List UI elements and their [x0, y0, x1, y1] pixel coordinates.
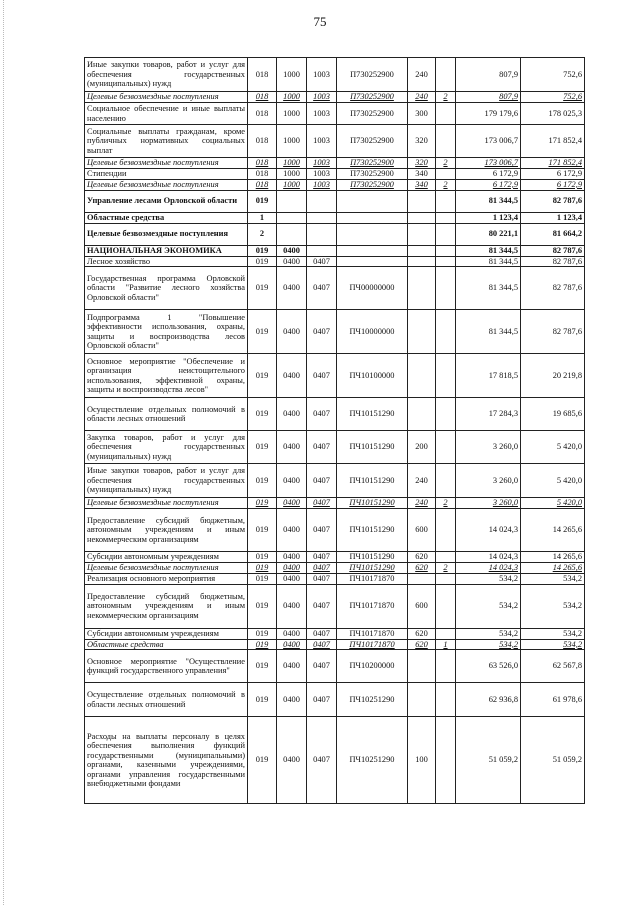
cell-name: Управление лесами Орловской области: [85, 190, 248, 212]
cell-expense-type: 340: [408, 179, 436, 190]
cell-grbs: 019: [248, 498, 277, 509]
cell-expense-type: [408, 245, 436, 256]
cell-grbs: 019: [248, 573, 277, 584]
cell-grbs: 018: [248, 103, 277, 125]
cell-amount-year2: 752,6: [521, 92, 585, 103]
cell-expense-type: 200: [408, 431, 436, 464]
cell-amount-year2: 14 265,6: [521, 552, 585, 563]
cell-funding-source: [436, 398, 456, 431]
cell-section: [277, 223, 307, 245]
cell-target-article: ПЧ10151290: [337, 509, 408, 552]
page-number: 75: [313, 14, 327, 29]
table-row: [85, 552, 585, 563]
cell-expense-type: 620: [408, 563, 436, 574]
cell-amount-year2: 534,2: [521, 628, 585, 639]
cell-target-article: П730252900: [337, 179, 408, 190]
page-edge: [3, 0, 5, 905]
cell-grbs: 019: [248, 431, 277, 464]
cell-amount-year2: 82 787,6: [521, 267, 585, 310]
cell-target-article: ПЧ10171870: [337, 628, 408, 639]
cell-amount-year2: 20 219,8: [521, 354, 585, 398]
cell-section: [277, 190, 307, 212]
cell-section: 1000: [277, 58, 307, 92]
cell-section: 1000: [277, 158, 307, 169]
cell-expense-type: 240: [408, 92, 436, 103]
table-row: [85, 190, 585, 212]
cell-amount-year1: 3 260,0: [456, 464, 521, 498]
cell-subsection: 0407: [307, 584, 337, 628]
cell-amount-year1: 3 260,0: [456, 498, 521, 509]
cell-section: 0400: [277, 584, 307, 628]
cell-amount-year1: 6 172,9: [456, 179, 521, 190]
cell-funding-source: 2: [436, 92, 456, 103]
cell-grbs: 019: [248, 717, 277, 804]
cell-grbs: 019: [248, 398, 277, 431]
cell-grbs: 019: [248, 267, 277, 310]
cell-amount-year1: 179 179,6: [456, 103, 521, 125]
cell-expense-type: 340: [408, 169, 436, 180]
table-row: [85, 431, 585, 464]
cell-expense-type: [408, 310, 436, 354]
cell-section: 0400: [277, 245, 307, 256]
cell-funding-source: 1: [436, 639, 456, 650]
cell-amount-year1: 62 936,8: [456, 683, 521, 717]
cell-name: Предоставление субсидий бюджетным, автономным учреждениям и иным некоммерческим организациям: [85, 509, 248, 552]
cell-name: Областные средства: [85, 212, 248, 223]
cell-target-article: [337, 190, 408, 212]
cell-target-article: ПЧ10151290: [337, 398, 408, 431]
cell-funding-source: [436, 103, 456, 125]
cell-subsection: 0407: [307, 639, 337, 650]
table-row: [85, 563, 585, 574]
cell-amount-year1: 14 024,3: [456, 563, 521, 574]
cell-expense-type: 320: [408, 125, 436, 158]
table-row: [85, 212, 585, 223]
cell-amount-year1: 14 024,3: [456, 509, 521, 552]
cell-subsection: 0407: [307, 683, 337, 717]
cell-expense-type: 620: [408, 628, 436, 639]
table-row: [85, 245, 585, 256]
cell-section: 1000: [277, 92, 307, 103]
cell-amount-year1: 534,2: [456, 628, 521, 639]
cell-funding-source: [436, 584, 456, 628]
cell-amount-year2: 82 787,6: [521, 310, 585, 354]
cell-expense-type: 240: [408, 464, 436, 498]
cell-amount-year1: 17 284,3: [456, 398, 521, 431]
cell-target-article: [337, 256, 408, 267]
cell-amount-year1: 534,2: [456, 639, 521, 650]
cell-amount-year2: 61 978,6: [521, 683, 585, 717]
cell-subsection: 0407: [307, 310, 337, 354]
cell-target-article: ПЧ10151290: [337, 563, 408, 574]
cell-amount-year1: 80 221,1: [456, 223, 521, 245]
cell-subsection: 0407: [307, 354, 337, 398]
cell-expense-type: 600: [408, 584, 436, 628]
cell-amount-year2: 81 664,2: [521, 223, 585, 245]
cell-funding-source: 2: [436, 498, 456, 509]
cell-amount-year2: 6 172,9: [521, 169, 585, 180]
cell-expense-type: 620: [408, 639, 436, 650]
table-row: [85, 573, 585, 584]
cell-amount-year1: 51 059,2: [456, 717, 521, 804]
cell-expense-type: [408, 683, 436, 717]
cell-target-article: ПЧ10000000: [337, 310, 408, 354]
cell-subsection: [307, 212, 337, 223]
cell-grbs: 018: [248, 58, 277, 92]
cell-amount-year1: 173 006,7: [456, 125, 521, 158]
cell-expense-type: [408, 256, 436, 267]
cell-expense-type: [408, 190, 436, 212]
cell-subsection: [307, 190, 337, 212]
cell-name: НАЦИОНАЛЬНАЯ ЭКОНОМИКА: [85, 245, 248, 256]
cell-grbs: 018: [248, 169, 277, 180]
cell-target-article: ПЧ10151290: [337, 552, 408, 563]
cell-amount-year2: 19 685,6: [521, 398, 585, 431]
cell-expense-type: [408, 398, 436, 431]
cell-section: 0400: [277, 639, 307, 650]
cell-section: 0400: [277, 398, 307, 431]
cell-amount-year1: 81 344,5: [456, 256, 521, 267]
cell-funding-source: 2: [436, 563, 456, 574]
cell-target-article: ПЧ10171870: [337, 573, 408, 584]
cell-target-article: П730252900: [337, 125, 408, 158]
cell-subsection: 0407: [307, 267, 337, 310]
cell-funding-source: [436, 245, 456, 256]
cell-subsection: [307, 245, 337, 256]
cell-grbs: 019: [248, 584, 277, 628]
cell-subsection: 0407: [307, 717, 337, 804]
cell-name: Целевые безвозмездные поступления: [85, 498, 248, 509]
cell-amount-year2: 51 059,2: [521, 717, 585, 804]
cell-target-article: [337, 223, 408, 245]
cell-section: 0400: [277, 267, 307, 310]
cell-subsection: 0407: [307, 573, 337, 584]
cell-section: 0400: [277, 717, 307, 804]
cell-subsection: 0407: [307, 563, 337, 574]
cell-subsection: 0407: [307, 464, 337, 498]
cell-amount-year1: 807,9: [456, 58, 521, 92]
cell-grbs: 019: [248, 256, 277, 267]
cell-grbs: 018: [248, 125, 277, 158]
cell-name: Подпрограмма 1 "Повышение эффективности использования, охраны, защиты и воспроизводства лесов Орловской области": [85, 310, 248, 354]
table-row: [85, 498, 585, 509]
cell-grbs: 019: [248, 190, 277, 212]
cell-funding-source: 2: [436, 158, 456, 169]
cell-amount-year2: 82 787,6: [521, 245, 585, 256]
cell-subsection: 0407: [307, 628, 337, 639]
cell-name: Основное мероприятие "Обеспечение и организация неистощительного использования, эффективной охраны, защиты и воспроизводства лесов": [85, 354, 248, 398]
cell-funding-source: [436, 717, 456, 804]
cell-section: [277, 212, 307, 223]
cell-name: Лесное хозяйство: [85, 256, 248, 267]
table-row: [85, 717, 585, 804]
cell-grbs: 019: [248, 464, 277, 498]
cell-funding-source: [436, 169, 456, 180]
cell-grbs: 019: [248, 639, 277, 650]
cell-amount-year1: 14 024,3: [456, 552, 521, 563]
cell-name: Стипендии: [85, 169, 248, 180]
cell-grbs: 2: [248, 223, 277, 245]
cell-name: Субсидии автономным учреждениям: [85, 552, 248, 563]
cell-amount-year2: 82 787,6: [521, 190, 585, 212]
cell-expense-type: 240: [408, 58, 436, 92]
cell-expense-type: [408, 354, 436, 398]
cell-target-article: ПЧ10171870: [337, 639, 408, 650]
cell-name: Социальные выплаты гражданам, кроме публичных нормативных социальных выплат: [85, 125, 248, 158]
cell-name: Иные закупки товаров, работ и услуг для обеспечения государственных (муниципальных) нужд: [85, 58, 248, 92]
cell-subsection: 1003: [307, 179, 337, 190]
cell-subsection: 0407: [307, 552, 337, 563]
cell-amount-year2: 534,2: [521, 573, 585, 584]
cell-section: 1000: [277, 169, 307, 180]
cell-target-article: ПЧ10151290: [337, 431, 408, 464]
cell-amount-year2: 6 172,9: [521, 179, 585, 190]
cell-grbs: 1: [248, 212, 277, 223]
cell-amount-year1: 807,9: [456, 92, 521, 103]
cell-name: Закупка товаров, работ и услуг для обеспечения государственных (муниципальных) нужд: [85, 431, 248, 464]
table-row: [85, 256, 585, 267]
cell-funding-source: [436, 223, 456, 245]
cell-section: 1000: [277, 103, 307, 125]
cell-section: 1000: [277, 179, 307, 190]
cell-target-article: ПЧ10100000: [337, 354, 408, 398]
table-row: [85, 103, 585, 125]
cell-amount-year1: 534,2: [456, 584, 521, 628]
table-row: [85, 169, 585, 180]
cell-amount-year2: 5 420,0: [521, 431, 585, 464]
cell-expense-type: 240: [408, 498, 436, 509]
cell-name: Целевые безвозмездные поступления: [85, 179, 248, 190]
cell-target-article: П730252900: [337, 158, 408, 169]
cell-name: Целевые безвозмездные поступления: [85, 158, 248, 169]
cell-funding-source: [436, 650, 456, 683]
cell-amount-year2: 534,2: [521, 584, 585, 628]
cell-name: Целевые безвозмездные поступления: [85, 563, 248, 574]
cell-expense-type: [408, 212, 436, 223]
cell-section: 0400: [277, 310, 307, 354]
cell-subsection: 1003: [307, 58, 337, 92]
table-row: [85, 354, 585, 398]
cell-amount-year2: 5 420,0: [521, 498, 585, 509]
table-row: [85, 125, 585, 158]
cell-amount-year1: 6 172,9: [456, 169, 521, 180]
cell-funding-source: [436, 256, 456, 267]
cell-name: Осуществление отдельных полномочий в области лесных отношений: [85, 683, 248, 717]
cell-funding-source: [436, 431, 456, 464]
table-row: [85, 179, 585, 190]
cell-funding-source: [436, 573, 456, 584]
cell-target-article: ПЧ10200000: [337, 650, 408, 683]
cell-grbs: 019: [248, 509, 277, 552]
cell-name: Основное мероприятие "Осуществление функций государственного управления": [85, 650, 248, 683]
cell-subsection: 1003: [307, 92, 337, 103]
cell-amount-year2: 82 787,6: [521, 256, 585, 267]
cell-name: Реализация основного мероприятия: [85, 573, 248, 584]
cell-funding-source: 2: [436, 179, 456, 190]
cell-funding-source: [436, 267, 456, 310]
cell-grbs: 018: [248, 92, 277, 103]
cell-section: 0400: [277, 498, 307, 509]
cell-grbs: 019: [248, 650, 277, 683]
table-row: [85, 464, 585, 498]
cell-target-article: ПЧ00000000: [337, 267, 408, 310]
table-row: [85, 223, 585, 245]
cell-subsection: 1003: [307, 125, 337, 158]
cell-section: 1000: [277, 125, 307, 158]
cell-section: 0400: [277, 683, 307, 717]
table-row: [85, 58, 585, 92]
cell-funding-source: [436, 310, 456, 354]
cell-section: 0400: [277, 256, 307, 267]
cell-amount-year1: 63 526,0: [456, 650, 521, 683]
cell-funding-source: [436, 628, 456, 639]
cell-target-article: [337, 212, 408, 223]
cell-grbs: 018: [248, 158, 277, 169]
table-body: [85, 58, 585, 804]
cell-section: 0400: [277, 628, 307, 639]
table-row: [85, 509, 585, 552]
cell-grbs: 018: [248, 179, 277, 190]
cell-amount-year2: 534,2: [521, 639, 585, 650]
table-row: [85, 650, 585, 683]
cell-expense-type: [408, 223, 436, 245]
cell-funding-source: [436, 58, 456, 92]
cell-expense-type: 620: [408, 552, 436, 563]
cell-funding-source: [436, 125, 456, 158]
cell-expense-type: 300: [408, 103, 436, 125]
cell-amount-year2: 171 852,4: [521, 125, 585, 158]
cell-subsection: 0407: [307, 256, 337, 267]
cell-name: Предоставление субсидий бюджетным, автономным учреждениям и иным некоммерческим организациям: [85, 584, 248, 628]
table-row: [85, 158, 585, 169]
cell-subsection: 0407: [307, 398, 337, 431]
cell-expense-type: [408, 267, 436, 310]
cell-name: Расходы на выплаты персоналу в целях обеспечения выполнения функций государственными (муниципальными) органами, казенными учреждениями, органами управления государственными внебюджетными фондами: [85, 717, 248, 804]
cell-section: 0400: [277, 354, 307, 398]
table-row: [85, 639, 585, 650]
cell-subsection: [307, 223, 337, 245]
cell-target-article: ПЧ10251290: [337, 683, 408, 717]
cell-name: Субсидии автономным учреждениям: [85, 628, 248, 639]
cell-funding-source: [436, 683, 456, 717]
cell-funding-source: [436, 509, 456, 552]
cell-amount-year2: 14 265,6: [521, 563, 585, 574]
cell-section: 0400: [277, 509, 307, 552]
cell-subsection: 1003: [307, 169, 337, 180]
cell-amount-year2: 62 567,8: [521, 650, 585, 683]
cell-section: 0400: [277, 650, 307, 683]
cell-name: Областные средства: [85, 639, 248, 650]
cell-subsection: 0407: [307, 431, 337, 464]
cell-amount-year2: 171 852,4: [521, 158, 585, 169]
table-row: [85, 267, 585, 310]
table-row: [85, 628, 585, 639]
cell-funding-source: [436, 464, 456, 498]
cell-target-article: ПЧ10171870: [337, 584, 408, 628]
cell-section: 0400: [277, 464, 307, 498]
cell-target-article: П730252900: [337, 103, 408, 125]
cell-amount-year1: 81 344,5: [456, 267, 521, 310]
cell-grbs: 019: [248, 245, 277, 256]
cell-subsection: 0407: [307, 650, 337, 683]
budget-table: [84, 57, 585, 804]
cell-name: Государственная программа Орловской области "Развитие лесного хозяйства Орловской области": [85, 267, 248, 310]
table-row: [85, 683, 585, 717]
cell-name: Социальное обеспечение и иные выплаты населению: [85, 103, 248, 125]
table-row: [85, 310, 585, 354]
cell-amount-year1: 3 260,0: [456, 431, 521, 464]
cell-section: 0400: [277, 573, 307, 584]
cell-amount-year2: 14 265,6: [521, 509, 585, 552]
cell-amount-year1: 81 344,5: [456, 245, 521, 256]
cell-amount-year1: 81 344,5: [456, 310, 521, 354]
cell-subsection: 1003: [307, 158, 337, 169]
cell-grbs: 019: [248, 683, 277, 717]
cell-funding-source: [436, 190, 456, 212]
cell-expense-type: 100: [408, 717, 436, 804]
cell-amount-year2: 752,6: [521, 58, 585, 92]
cell-amount-year1: 17 818,5: [456, 354, 521, 398]
cell-grbs: 019: [248, 354, 277, 398]
cell-target-article: [337, 245, 408, 256]
cell-section: 0400: [277, 563, 307, 574]
cell-funding-source: [436, 552, 456, 563]
cell-target-article: ПЧ10151290: [337, 464, 408, 498]
cell-funding-source: [436, 212, 456, 223]
cell-amount-year1: 1 123,4: [456, 212, 521, 223]
cell-subsection: 0407: [307, 509, 337, 552]
cell-name: Целевые безвозмездные поступления: [85, 92, 248, 103]
table-row: [85, 398, 585, 431]
cell-amount-year1: 173 006,7: [456, 158, 521, 169]
cell-amount-year2: 1 123,4: [521, 212, 585, 223]
cell-name: Иные закупки товаров, работ и услуг для обеспечения государственных (муниципальных) нужд: [85, 464, 248, 498]
cell-expense-type: [408, 650, 436, 683]
cell-amount-year2: 178 025,3: [521, 103, 585, 125]
cell-name: Целевые безвозмездные поступления: [85, 223, 248, 245]
cell-name: Осуществление отдельных полномочий в области лесных отношений: [85, 398, 248, 431]
cell-expense-type: [408, 573, 436, 584]
cell-target-article: П730252900: [337, 169, 408, 180]
cell-grbs: 019: [248, 310, 277, 354]
cell-section: 0400: [277, 431, 307, 464]
cell-amount-year1: 81 344,5: [456, 190, 521, 212]
table-row: [85, 92, 585, 103]
cell-subsection: 1003: [307, 103, 337, 125]
cell-amount-year2: 5 420,0: [521, 464, 585, 498]
cell-target-article: ПЧ10151290: [337, 498, 408, 509]
table-row: [85, 584, 585, 628]
cell-expense-type: 320: [408, 158, 436, 169]
cell-expense-type: 600: [408, 509, 436, 552]
cell-funding-source: [436, 354, 456, 398]
cell-target-article: П730252900: [337, 92, 408, 103]
cell-section: 0400: [277, 552, 307, 563]
cell-grbs: 019: [248, 628, 277, 639]
cell-target-article: ПЧ10251290: [337, 717, 408, 804]
cell-amount-year1: 534,2: [456, 573, 521, 584]
cell-target-article: П730252900: [337, 58, 408, 92]
cell-grbs: 019: [248, 563, 277, 574]
cell-subsection: 0407: [307, 498, 337, 509]
cell-grbs: 019: [248, 552, 277, 563]
